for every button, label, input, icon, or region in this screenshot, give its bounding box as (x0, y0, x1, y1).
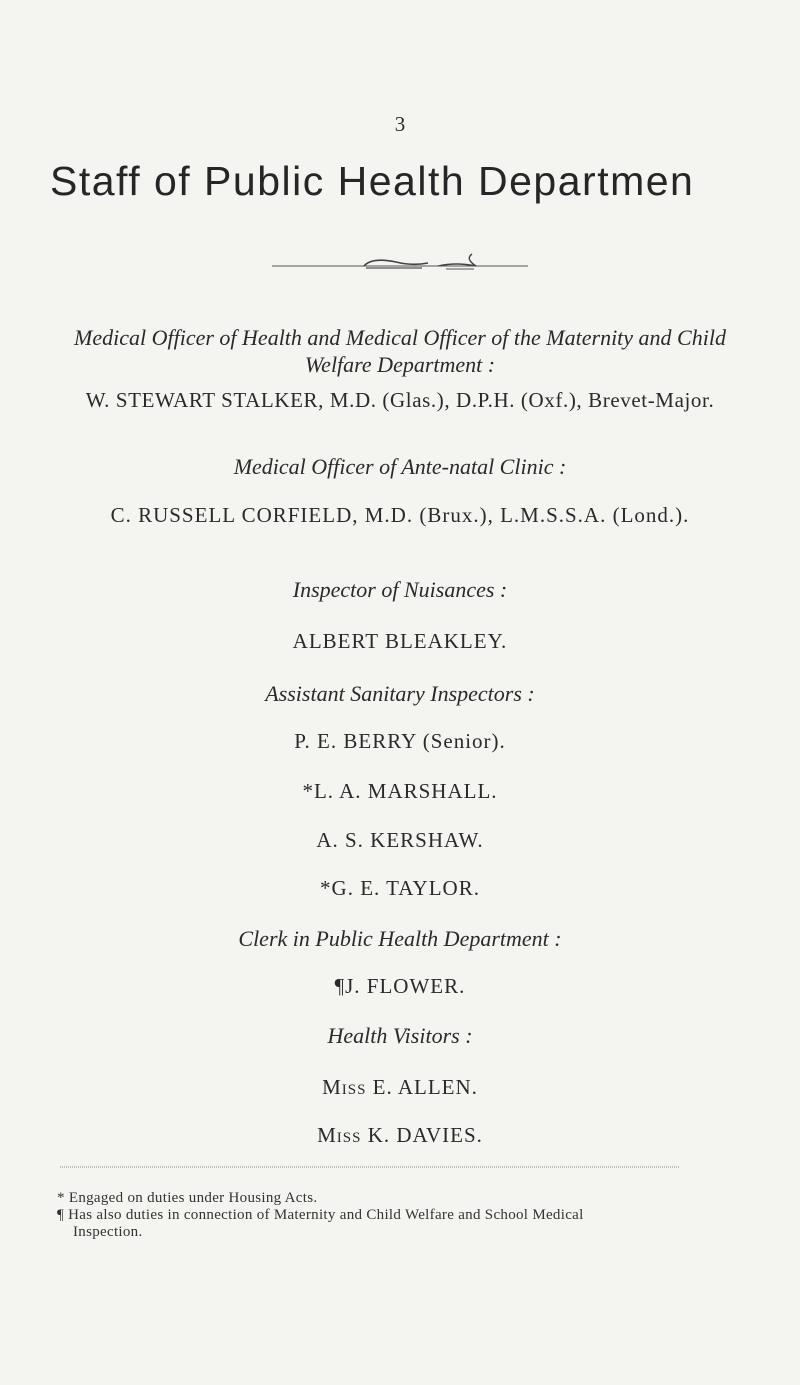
nuisances-name: ALBERT BLEAKLEY. (292, 629, 508, 653)
visitor-name: Miss K. DAVIES. (317, 1123, 483, 1147)
nuisances-heading: Inspector of Nuisances : (292, 577, 508, 602)
sanitary-name: *G. E. TAYLOR. (320, 876, 480, 900)
sanitary-name: *L. A. MARSHALL. (302, 779, 498, 803)
antenatal-heading: Medical Officer of Ante-natal Clinic : (233, 454, 567, 479)
footnote-pilcrow-continued: Inspection. (73, 1224, 143, 1240)
clerk-name: ¶J. FLOWER. (334, 974, 466, 998)
sanitary-name: A. S. KERSHAW. (316, 828, 484, 852)
footnote-asterisk: * Engaged on duties under Housing Acts. (57, 1190, 318, 1206)
visitors-heading: Health Visitors : (327, 1023, 473, 1048)
sanitary-name: P. E. BERRY (Senior). (294, 729, 506, 753)
moh-name: W. STEWART STALKER, M.D. (Glas.), D.P.H. (Oxf.), Brevet-Major. (85, 388, 715, 412)
moh-heading-line1: Medical Officer of Health and Medical Officer of the Maternity and Child (74, 325, 726, 350)
sanitary-heading: Assistant Sanitary Inspectors : (265, 681, 535, 706)
clerk-heading: Clerk in Public Health Department : (238, 926, 562, 951)
footnotes (57, 1190, 757, 1241)
moh-heading-line2: Welfare Department : (304, 352, 496, 377)
page-title: Staff of Public Health Departmen (50, 158, 695, 204)
page-number: 3 (394, 112, 406, 136)
footnote-pilcrow: ¶ Has also duties in connection of Maternity and Child Welfare and School Medical (57, 1207, 584, 1223)
antenatal-name: C. RUSSELL CORFIELD, M.D. (Brux.), L.M.S.S.A. (Lond.). (110, 503, 690, 527)
visitor-name: Miss E. ALLEN. (322, 1075, 478, 1099)
